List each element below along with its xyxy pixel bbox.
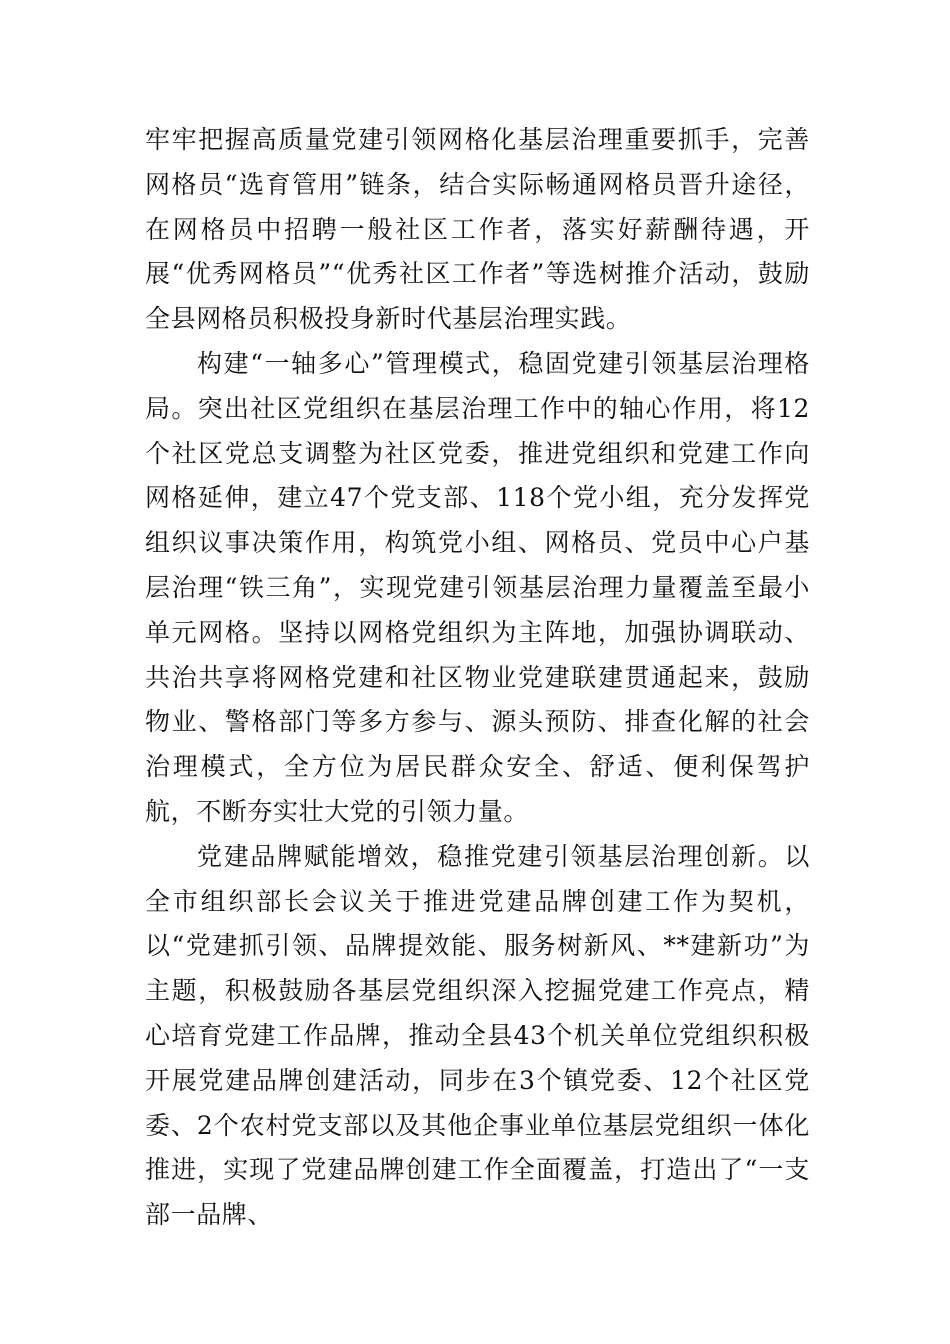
paragraph-3: 党建品牌赋能增效，稳推党建引领基层治理创新。以全市组织部长会议关于推进党建品牌创建工作为契机，以“党建抓引领、品牌提效能、服务树新风、**建新功”为主题，积极鼓励各基层党组织深入挖掘党建工作亮点，精心培育党建工作品牌，推动全县43个机关单位党组织积极开展党建品牌创建活动，同步在3个镇党委、12个社区党委、2个农村党支部以及其他企事业单位基层党组织一体化推进，实现了党建品牌创建工作全面覆盖，打造出了“一支部一品牌、 [145, 841, 810, 1230]
document-body [145, 118, 810, 1238]
paragraph-2: 构建“一轴多心”管理模式，稳固党建引领基层治理格局。突出社区党组织在基层治理工作中的轴心作用，将12个社区党总支调整为社区党委，推进党组织和党建工作向网格延伸，建立47个党支部、118个党小组，充分发挥党组织议事决策作用，构筑党小组、网格员、党员中心户基层治理“铁三角”，实现党建引领基层治理力量覆盖至最小单元网格。坚持以网格党组织为主阵地，加强协调联动、共治共享将网格党建和社区物业党建联建贯通起来，鼓励物业、警格部门等多方参与、源头预防、排查化解的社会治理模式，全方位为居民群众安全、舒适、便利保驾护航，不断夯实壮大党的引领力量。 [145, 348, 810, 826]
paragraph-1: 牢牢把握高质量党建引领网格化基层治理重要抓手，完善网格员“选育管用”链条，结合实际畅通网格员晋升途径，在网格员中招聘一般社区工作者，落实好薪酬待遇，开展“优秀网格员”“优秀社区工作者”等选树推介活动，鼓励全县网格员积极投身新时代基层治理实践。 [145, 125, 810, 334]
